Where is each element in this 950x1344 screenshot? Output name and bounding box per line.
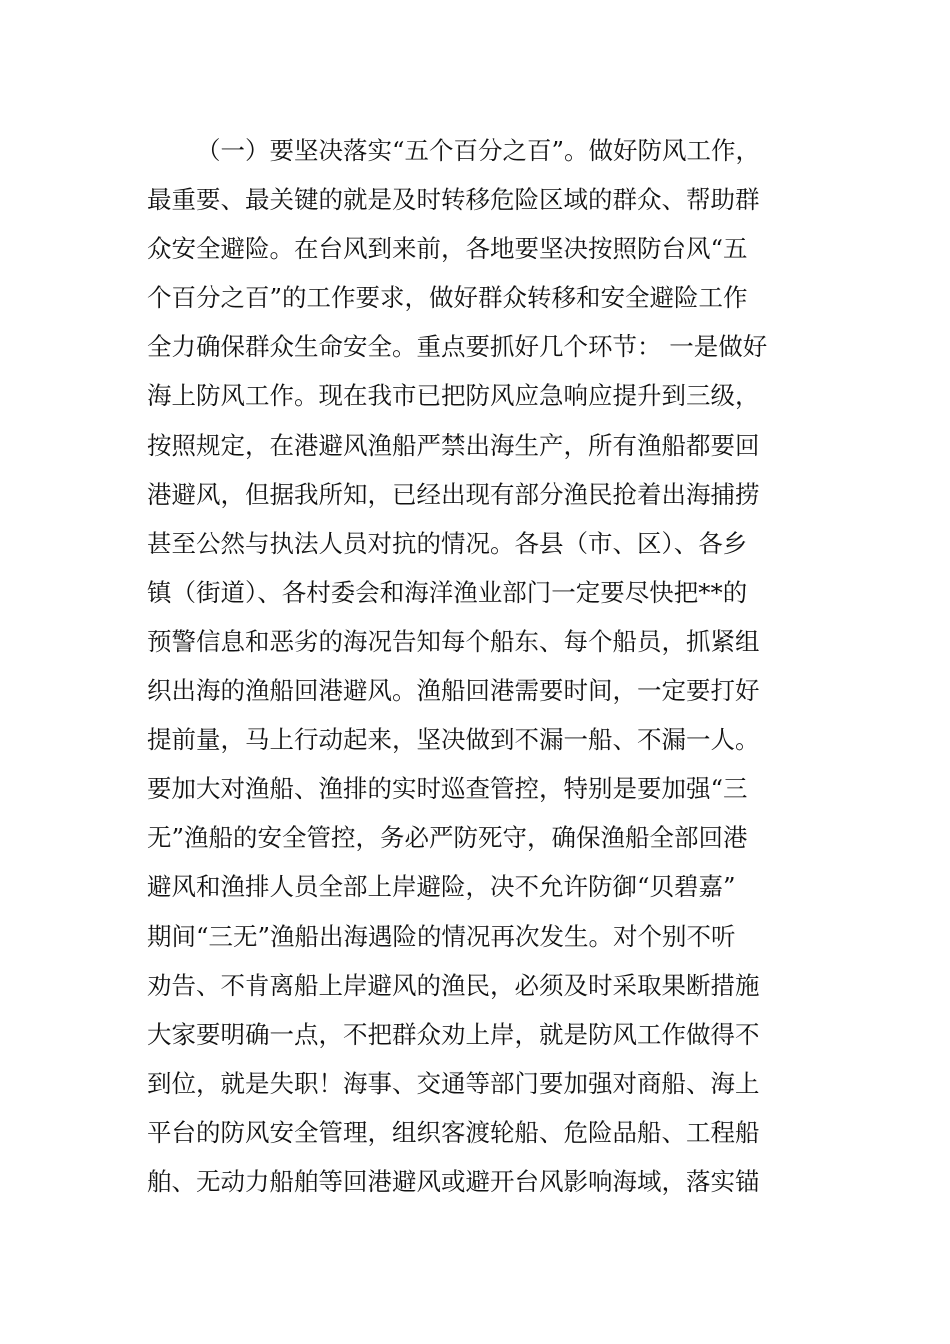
paragraph-line-11: 预警信息和恶劣的海况告知每个船东、每个船员，抓紧组 <box>147 626 760 656</box>
paragraph-line-21: 平台的防风安全管理，组织客渡轮船、危险品船、工程船 <box>147 1117 760 1147</box>
paragraph-line-12: 织出海的渔船回港避风。渔船回港需要时间，一定要打好 <box>147 676 760 706</box>
paragraph-line-16: 避风和渔排人员全部上岸避险，决不允许防御“贝碧嘉” <box>147 872 736 902</box>
paragraph-line-9: 甚至公然与执法人员对抗的情况。各县（市、区）、各乡 <box>147 528 748 558</box>
paragraph-line-19: 大家要明确一点，不把群众劝上岸，就是防风工作做得不 <box>147 1019 760 1049</box>
paragraph-line-7: 按照规定，在港避风渔船严禁出海生产，所有渔船都要回 <box>147 430 760 460</box>
paragraph-line-10: 镇（街道）、各村委会和海洋渔业部门一定要尽快把**的 <box>147 577 748 607</box>
paragraph-line-8: 港避风，但据我所知，已经出现有部分渔民抢着出海捕捞 <box>147 479 760 509</box>
paragraph-line-13: 提前量，马上行动起来，坚决做到不漏一船、不漏一人。 <box>147 725 760 755</box>
body-text <box>147 126 807 1206</box>
paragraph-line-1: （一）要坚决落实“五个百分之百”。做好防风工作， <box>196 136 761 165</box>
paragraph-line-18: 劝告、不肯离船上岸避风的渔民，必须及时采取果断措施 <box>147 970 760 1000</box>
paragraph-line-22: 舶、无动力船舶等回港避风或避开台风影响海域，落实锚 <box>147 1166 760 1196</box>
paragraph-line-5: 全力确保群众生命安全。重点要抓好几个环节： 一是做好 <box>147 332 768 362</box>
paragraph-line-3: 众安全避险。在台风到来前，各地要坚决按照防台风“五 <box>147 234 748 264</box>
paragraph-line-17: 期间“三无”渔船出海遇险的情况再次发生。对个别不听 <box>147 921 736 951</box>
paragraph-line-14: 要加大对渔船、渔排的实时巡查管控，特别是要加强“三 <box>147 774 748 804</box>
paragraph-line-15: 无”渔船的安全管控，务必严防死守，确保渔船全部回港 <box>147 823 748 853</box>
paragraph-line-6: 海上防风工作。现在我市已把防风应急响应提升到三级， <box>147 381 760 411</box>
paragraph-line-4: 个百分之百”的工作要求，做好群众转移和安全避险工作 <box>147 283 748 313</box>
paragraph-line-20: 到位，就是失职！海事、交通等部门要加强对商船、海上 <box>147 1068 760 1098</box>
paragraph-line-2: 最重要、最关键的就是及时转移危险区域的群众、帮助群 <box>147 185 760 215</box>
